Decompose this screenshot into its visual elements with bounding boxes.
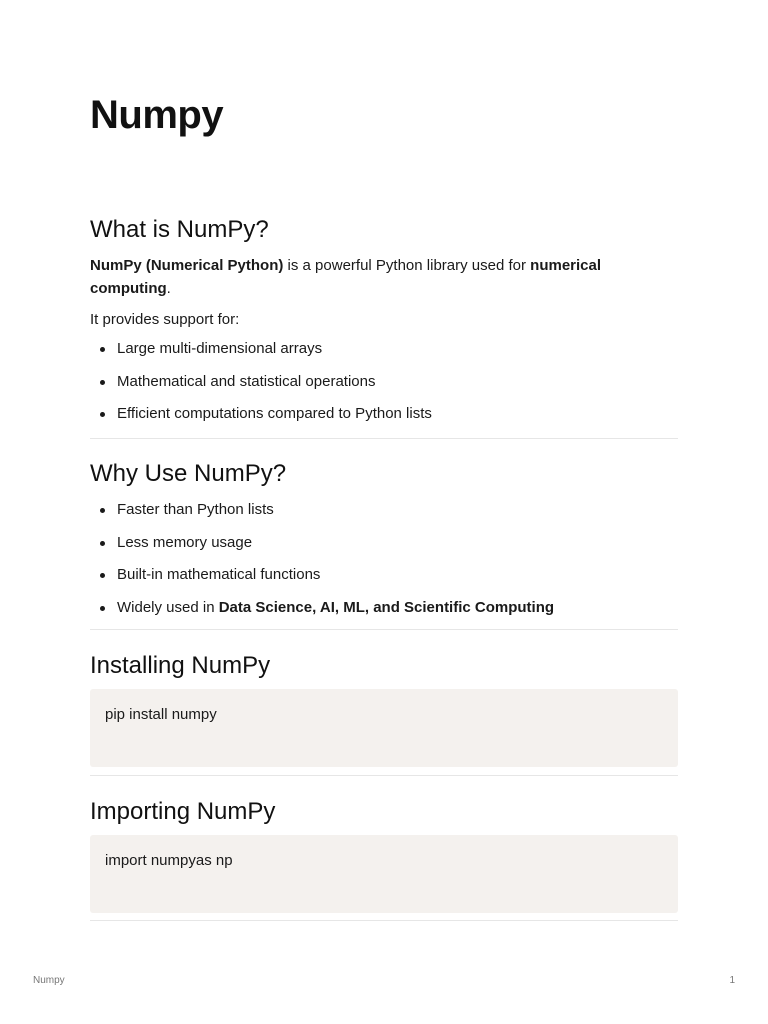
- bullet-icon: [100, 573, 105, 578]
- list-item: [90, 533, 678, 553]
- bullet-icon: [100, 606, 105, 611]
- bullet-icon: [100, 541, 105, 546]
- section-divider: [90, 775, 678, 776]
- section-heading: Installing NumPy: [90, 652, 271, 679]
- bullet-icon: [100, 380, 105, 385]
- support-text: It provides support for:: [90, 311, 240, 328]
- intro-bold-phrase: numerical computing: [90, 257, 602, 297]
- support-list: [90, 339, 678, 424]
- footer-page-number: 1: [729, 975, 735, 986]
- intro-paragraph: [90, 254, 678, 300]
- list-item: [90, 404, 678, 424]
- list-item-text: Mathematical and statistical operations: [117, 372, 376, 390]
- page-title: Numpy: [90, 93, 224, 137]
- list-item-text: Large multi-dimensional arrays: [117, 340, 323, 357]
- list-item-text: Faster than Python lists: [117, 501, 274, 518]
- section-installing-numpy: [90, 650, 678, 767]
- list-item-bold: Data Science, AI, ML, and Scientific Computing: [218, 599, 555, 617]
- section-heading: Importing NumPy: [90, 798, 276, 825]
- code-block: import numpyas np: [90, 835, 678, 913]
- section-what-is-numpy: [90, 214, 678, 437]
- bullet-icon: [100, 347, 105, 352]
- section-heading: Why Use NumPy?: [90, 460, 287, 487]
- list-item: [90, 500, 678, 520]
- list-item: [90, 598, 678, 618]
- intro-bold-term: NumPy (Numerical Python): [90, 257, 284, 274]
- intro-end: .: [166, 280, 171, 297]
- footer-document-title: Numpy: [33, 975, 65, 986]
- benefits-list: [90, 500, 678, 618]
- list-item: [90, 565, 678, 585]
- section-why-use-numpy: [90, 458, 678, 631]
- list-item: [90, 339, 678, 359]
- intro-text: is a powerful Python library used for: [283, 257, 531, 274]
- list-item: [90, 372, 678, 392]
- section-divider: [90, 920, 678, 921]
- section-importing-numpy: [90, 796, 678, 913]
- list-item-text: Built-in mathematical functions: [117, 566, 321, 584]
- section-divider: [90, 629, 678, 630]
- section-heading: What is NumPy?: [90, 216, 269, 243]
- list-item-text: Efficient computations compared to Python lists: [117, 405, 432, 423]
- section-divider: [90, 438, 678, 439]
- list-item-prefix: Widely used in: [117, 599, 219, 617]
- code-block: pip install numpy: [90, 689, 678, 767]
- bullet-icon: [100, 412, 105, 417]
- bullet-icon: [100, 508, 105, 513]
- list-item-text: Less memory usage: [117, 533, 253, 551]
